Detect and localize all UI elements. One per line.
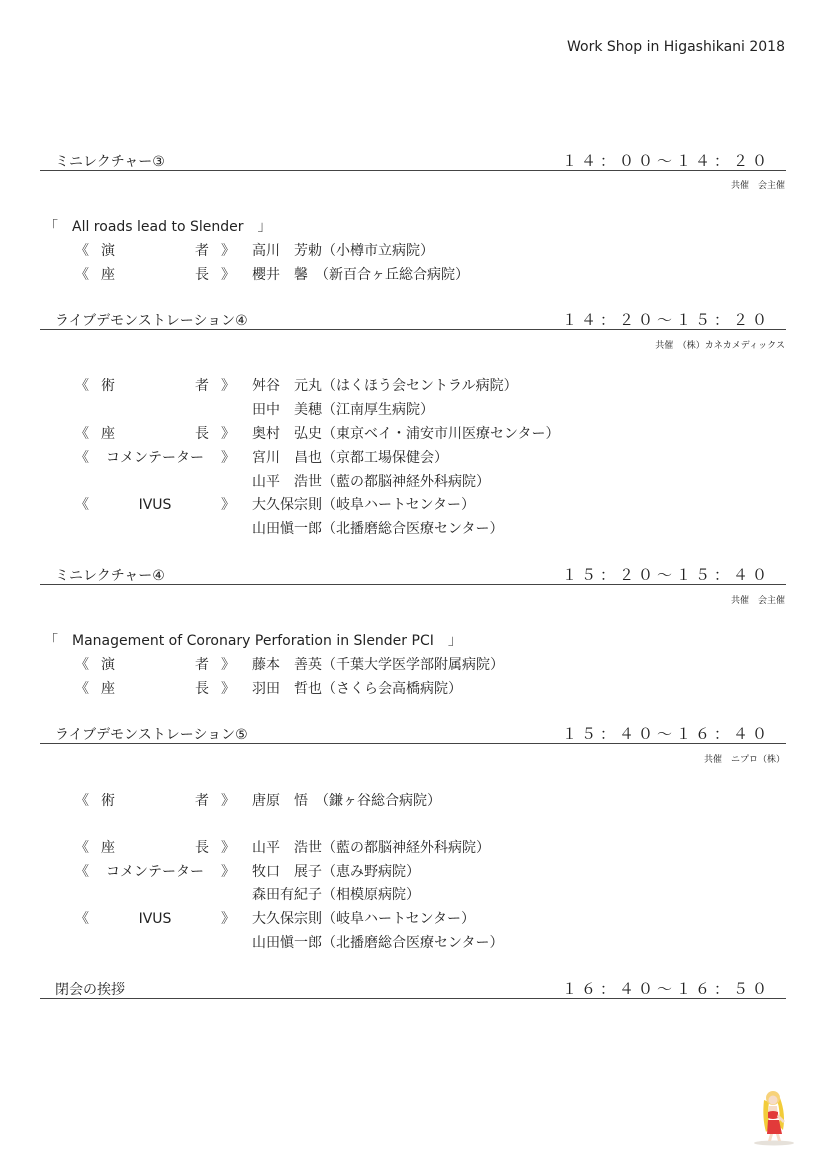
section-4-title: ライブデモンストレーション⑤	[55, 727, 248, 743]
person-entry: 山平 浩世（藍の都脳神経外科病院）	[252, 474, 490, 490]
section-3-talk-title: 「 Management of Coronary Perforation in Slender PCI 」	[44, 633, 462, 649]
section-1-sponsor: 共催 会主催	[730, 181, 785, 191]
mascot-illustration	[750, 1088, 798, 1146]
person-entry: 唐原 悟 （鎌ヶ谷総合病院）	[252, 793, 441, 809]
section-1-rule	[40, 170, 786, 171]
section-3-time: １５：２０〜１５：４０	[561, 566, 771, 584]
section-5-rule	[40, 998, 786, 999]
section-2-time: １４：２０〜１５：２０	[561, 311, 771, 329]
person-entry: 宮川 昌也（京都工場保健会）	[252, 450, 448, 466]
section-3-sponsor: 共催 会主催	[730, 596, 785, 606]
person-entry: 山田愼一郎（北播磨総合医療センター）	[252, 935, 504, 951]
section-1-talk-title: 「 All roads lead to Slender 」	[44, 219, 272, 235]
section-4-sponsor: 共催 ニプロ（株）	[703, 755, 785, 765]
section-1-title: ミニレクチャー③	[55, 154, 165, 170]
section-2-sponsor: 共催 （株）カネカメディックス	[655, 341, 785, 351]
section-2-rule	[40, 329, 786, 330]
person-entry: 奥村 弘史（東京ベイ・浦安市川医療センター）	[252, 426, 560, 442]
section-5-time: １６：４０〜１６：５０	[561, 980, 771, 998]
person-entry: 大久保宗則（岐阜ハートセンター）	[252, 911, 476, 927]
person-entry: 牧口 展子（恵み野病院）	[252, 864, 420, 880]
section-3-title: ミニレクチャー④	[55, 568, 165, 584]
person-entry: 櫻井 馨 （新百合ヶ丘総合病院）	[252, 267, 469, 283]
section-4-time: １５：４０〜１６：４０	[561, 725, 771, 743]
person-entry: 大久保宗則（岐阜ハートセンター）	[252, 497, 476, 513]
person-entry: 山田愼一郎（北播磨総合医療センター）	[252, 521, 504, 537]
person-entry: 山平 浩世（藍の都脳神経外科病院）	[252, 840, 490, 856]
section-1-time: １４：００〜１４：２０	[561, 152, 771, 170]
person-entry: 高川 芳勅（小樽市立病院）	[252, 243, 434, 259]
section-5-title: 閉会の挨拶	[55, 982, 125, 998]
person-entry: 田中 美穂（江南厚生病院）	[252, 402, 434, 418]
section-2-title: ライブデモンストレーション④	[55, 313, 248, 329]
person-entry: 羽田 哲也（さくら会高橋病院）	[252, 681, 462, 697]
person-entry: 藤本 善英（千葉大学医学部附属病院）	[252, 657, 504, 673]
person-entry: 舛谷 元丸（はくほう会セントラル病院）	[252, 378, 518, 394]
page-header-title: Work Shop in Higashikani 2018	[567, 39, 785, 55]
person-entry: 森田有紀子（相模原病院）	[252, 887, 420, 903]
section-4-rule	[40, 743, 786, 744]
section-3-rule	[40, 584, 786, 585]
